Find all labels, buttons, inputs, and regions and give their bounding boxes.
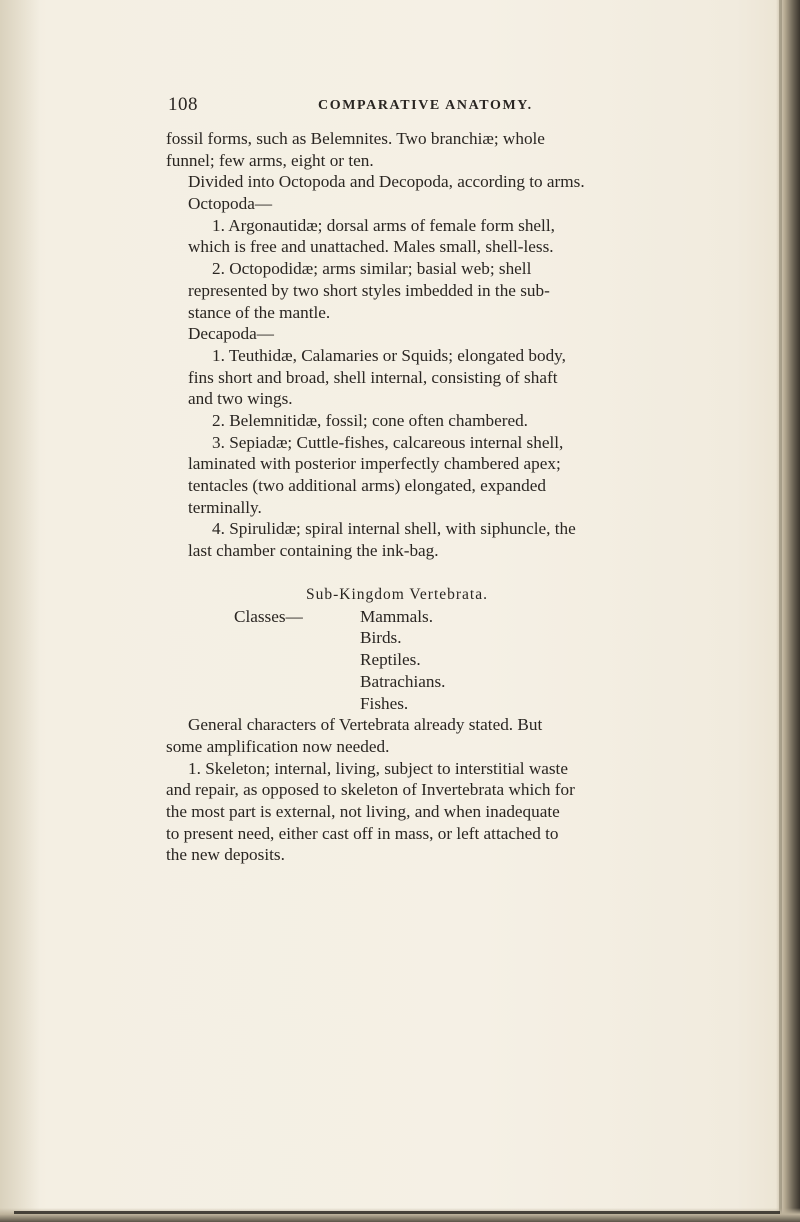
text-block-vertebrata <box>166 714 732 866</box>
page-edge-line <box>779 0 782 1222</box>
classes-list <box>166 606 732 714</box>
text-line: which is free and unattached. Males small, shell-less. <box>188 237 554 257</box>
section-heading-text: Sub-Kingdom Vertebrata. <box>306 585 488 603</box>
class-item: Mammals. <box>360 606 434 626</box>
class-row <box>166 606 732 628</box>
text-line: last chamber containing the ink-bag. <box>188 541 439 561</box>
text-line: Divided into Octopoda and Decopoda, according to arms. <box>188 172 585 192</box>
text-line: General characters of Vertebrata already stated. But <box>188 715 543 735</box>
class-row <box>166 693 732 715</box>
text-line: 4. Spirulidæ; spiral internal shell, with siphuncle, the <box>212 519 576 539</box>
class-row <box>166 671 732 693</box>
page-header <box>168 94 728 124</box>
class-item: Batrachians. <box>360 671 446 691</box>
page-number: 108 <box>168 94 198 115</box>
spacer <box>166 562 732 584</box>
text-line: Decapoda— <box>188 324 274 344</box>
text-line: stance of the mantle. <box>188 302 331 322</box>
text-line: fossil forms, such as Belemnites. Two branchiæ; whole <box>166 129 545 148</box>
binding-shadow <box>0 0 40 1222</box>
text-line: Octopoda— <box>188 194 273 214</box>
class-item: Reptiles. <box>360 650 421 670</box>
text-line: the most part is external, not living, and when inadequate <box>166 801 560 821</box>
class-row <box>166 649 732 671</box>
text-line: tentacles (two additional arms) elongated, expanded <box>188 476 546 495</box>
text-block-cephalopoda <box>166 128 732 562</box>
text-line: represented by two short styles imbedded in the sub- <box>188 280 550 300</box>
text-line: 3. Sepiadæ; Cuttle-fishes, calcareous internal shell, <box>212 432 564 452</box>
class-item: Fishes. <box>360 693 409 713</box>
classes-label: Classes— <box>234 606 303 626</box>
text-line: the new deposits. <box>166 845 285 865</box>
text-line: 2. Octopodidæ; arms similar; basial web; shell <box>212 259 532 279</box>
text-line: funnel; few arms, eight or ten. <box>166 150 374 170</box>
class-row <box>166 627 732 649</box>
section-heading <box>166 584 732 606</box>
page-bottom-rule <box>14 1211 780 1214</box>
text-line: some amplification now needed. <box>166 736 390 756</box>
text-line: fins short and broad, shell internal, consisting of shaft <box>188 367 558 387</box>
text-line: 1. Skeleton; internal, living, subject to interstitial waste <box>188 758 568 778</box>
text-line: terminally. <box>188 497 262 517</box>
text-line: and two wings. <box>188 389 293 409</box>
text-line: and repair, as opposed to skeleton of Invertebrata which for <box>166 780 575 800</box>
text-line: 1. Teuthidæ, Calamaries or Squids; elongated body, <box>212 345 566 365</box>
text-line: laminated with posterior imperfectly chambered apex; <box>188 454 561 474</box>
text-line: to present need, either cast off in mass, or left attached to <box>166 823 559 843</box>
running-head: COMPARATIVE ANATOMY. <box>318 98 533 113</box>
class-item: Birds. <box>360 628 402 648</box>
text-line: 1. Argonautidæ; dorsal arms of female form shell, <box>212 215 555 235</box>
body-text <box>166 128 732 866</box>
text-line: 2. Belemnitidæ, fossil; cone often chambered. <box>212 410 528 430</box>
